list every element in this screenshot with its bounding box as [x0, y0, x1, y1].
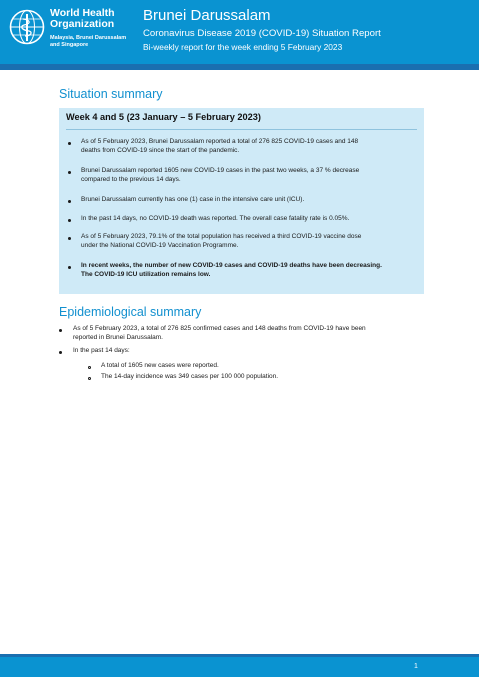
sub-bullet-icon [88, 366, 91, 369]
report-subtitle: Coronavirus Disease 2019 (COVID-19) Situation Report [143, 28, 381, 39]
heading-divider [66, 129, 417, 130]
summary-bullet-2-line-1: Brunei Darussalam reported 1605 new COVID-19 cases in the past two weeks, a 37 % decrease [81, 167, 360, 174]
organization-office-line-1: Malaysia, Brunei Darussalam [50, 35, 127, 41]
summary-bullet-6-line-2: The COVID-19 ICU utilization remains low. [81, 270, 211, 278]
bullet-icon [59, 329, 62, 332]
organization-office-line-2: and Singapore [50, 41, 89, 48]
summary-bullet-1-line-2: deaths from COVID-19 since the start of the pandemic. [81, 146, 240, 154]
organization-name [50, 8, 115, 30]
report-period: Bi-weekly report for the week ending 5 February 2023 [143, 42, 343, 52]
epi-bullet-1-line-2: reported in Brunei Darussalam. [73, 333, 163, 341]
organization-name-line-1: World Health [50, 7, 115, 19]
sub-bullet-icon [88, 377, 91, 380]
summary-bullet-4-line-1: In the past 14 days, no COVID-19 death was reported. The overall case fatality rate is 0.05%. [81, 215, 350, 222]
organization-name-line-2: Organization [50, 18, 115, 30]
bullet-icon [68, 200, 71, 203]
summary-bullet-3-line-1: Brunei Darussalam currently has one (1) case in the intensive care unit (ICU). [81, 196, 305, 203]
summary-bullet-1-line-1: As of 5 February 2023, Brunei Darussalam reported a total of 276 825 COVID-19 cases and 148 [81, 138, 359, 145]
report-header [0, 0, 479, 64]
epi-bullet-1 [73, 325, 366, 343]
who-emblem-icon [8, 8, 46, 46]
week-heading: Week 4 and 5 (23 January – 5 February 2023) [66, 112, 261, 122]
header-stripe [0, 64, 479, 70]
summary-bullet-3 [81, 196, 304, 205]
bullet-icon [68, 142, 71, 145]
summary-bullet-2-line-2: compared to the previous 14 days. [81, 175, 181, 183]
epi-bullet-1-line-1: As of 5 February 2023, a total of 276 825 confirmed cases and 148 deaths from COVID-19 have been [73, 325, 366, 332]
situation-summary-box [59, 108, 424, 294]
report-footer [0, 657, 479, 677]
epi-bullet-2: In the past 14 days: [73, 347, 130, 354]
bullet-icon [59, 351, 62, 354]
summary-bullet-5-line-1: As of 5 February 2023, 79.1% of the total population has received a third COVID-19 vaccine dose [81, 233, 362, 240]
situation-summary-title: Situation summary [59, 87, 163, 101]
epi-sub-bullet-1: A total of 1605 new cases were reported. [101, 362, 219, 369]
summary-bullet-6-line-1: In recent weeks, the number of new COVID-19 cases and COVID-19 deaths have been decreasing. [81, 262, 382, 269]
epi-sub-bullet-2: The 14-day incidence was 349 cases per 100 000 population. [101, 373, 279, 380]
epidemiological-summary-title: Epidemiological summary [59, 305, 202, 319]
bullet-icon [68, 237, 71, 240]
bullet-icon [68, 219, 71, 222]
summary-bullet-2 [81, 167, 359, 185]
summary-bullet-1 [81, 138, 358, 156]
summary-bullet-5 [81, 233, 361, 251]
summary-bullet-5-line-2: under the National COVID-19 Vaccination Programme. [81, 241, 239, 249]
bullet-icon [68, 266, 71, 269]
organization-office [50, 35, 126, 48]
report-title: Brunei Darussalam [143, 7, 271, 24]
bullet-icon [68, 171, 71, 174]
summary-bullet-4 [81, 215, 349, 224]
page-number: 1 [414, 663, 418, 670]
summary-bullet-6 [81, 262, 382, 280]
